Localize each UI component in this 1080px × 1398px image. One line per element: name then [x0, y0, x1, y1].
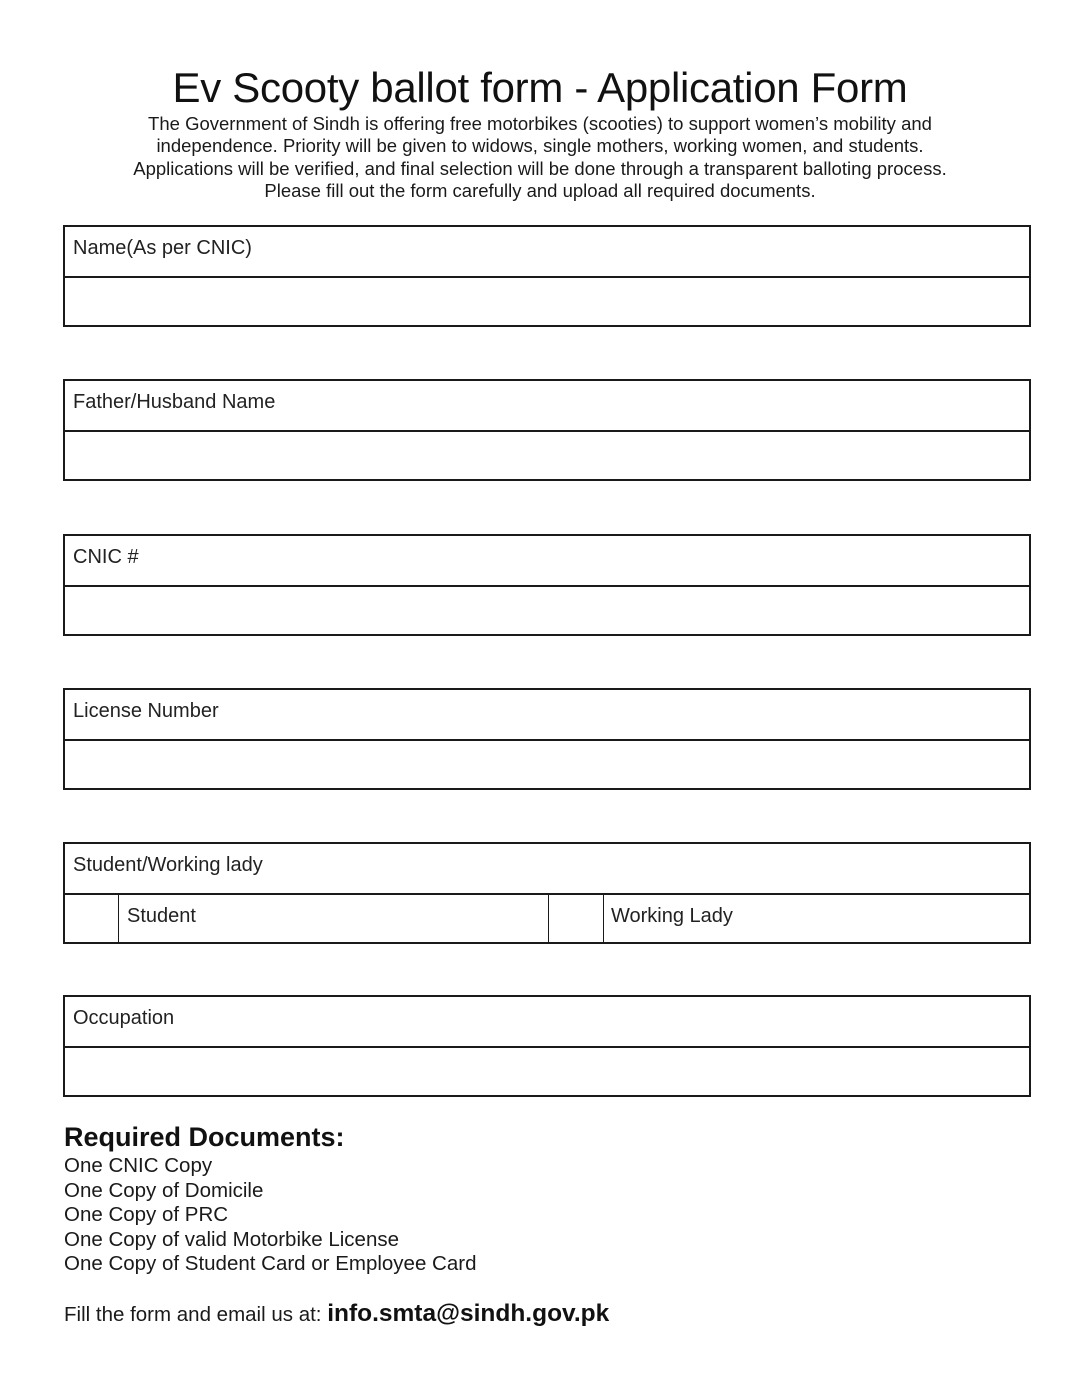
field-occupation: [63, 995, 1031, 1097]
intro-line: Please fill out the form carefully and upload all required documents.: [264, 179, 816, 201]
working-lady-checkbox[interactable]: [549, 895, 604, 944]
field-cnic-label: CNIC #: [65, 536, 1029, 587]
field-cnic: [63, 534, 1031, 636]
status-choice-row: [65, 895, 1029, 944]
form-title: Ev Scooty ballot form - Application Form: [172, 64, 908, 111]
field-occupation-label: Occupation: [65, 997, 1029, 1048]
required-documents-list: [64, 1154, 477, 1277]
field-student-working-lady-label: Student/Working lady: [65, 844, 1029, 895]
intro-text: [0, 113, 1080, 202]
required-documents-heading: Required Documents:: [64, 1122, 345, 1152]
list-item: One CNIC Copy: [64, 1154, 213, 1177]
name-input[interactable]: [65, 278, 1029, 327]
occupation-input[interactable]: [65, 1048, 1029, 1097]
intro-line: independence. Priority will be given to widows, single mothers, working women, and students.: [156, 135, 924, 157]
list-item: One Copy of valid Motorbike License: [64, 1227, 400, 1251]
footer-instruction: [64, 1298, 609, 1331]
field-father-husband-name-label: Father/Husband Name: [65, 381, 1029, 432]
list-item: One Copy of Student Card or Employee Card: [64, 1252, 477, 1275]
license-number-input[interactable]: [65, 741, 1029, 790]
field-name-label: Name(As per CNIC): [65, 227, 1029, 278]
father-husband-name-input[interactable]: [65, 432, 1029, 481]
intro-line: The Government of Sindh is offering free motorbikes (scooties) to support women’s mobility and: [148, 113, 932, 134]
contact-email-link[interactable]: info.smta@sindh.gov.pk: [327, 1300, 610, 1327]
list-item: One Copy of PRC: [64, 1203, 229, 1226]
cnic-input[interactable]: [65, 587, 1029, 636]
intro-line: Applications will be verified, and final selection will be done through a transparent balloting process.: [133, 157, 947, 179]
field-license-number-label: License Number: [65, 690, 1029, 741]
student-checkbox[interactable]: [65, 895, 119, 944]
field-license-number: [63, 688, 1031, 790]
field-name: [63, 225, 1031, 327]
working-lady-option-label[interactable]: Working Lady: [611, 905, 733, 927]
student-option-label[interactable]: Student: [119, 895, 549, 944]
field-father-husband-name: [63, 379, 1031, 481]
field-student-working-lady: [63, 842, 1031, 944]
list-item: One Copy of Domicile: [64, 1178, 264, 1202]
footer-text: Fill the form and email us at:: [64, 1303, 328, 1326]
